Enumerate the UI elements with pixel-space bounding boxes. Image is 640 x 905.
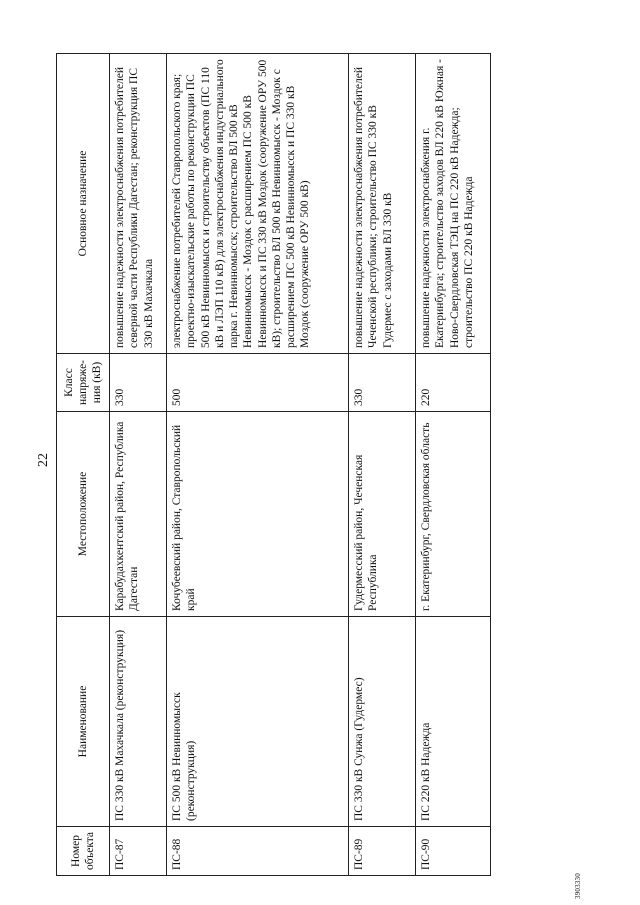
cell-name: ПС 500 кВ Невинномысск (реконструкция) [167,617,349,827]
cell-purpose: электроснабжение потребителей Ставропольского края; проектно-изыскательские работы по реконструкции ПС 500 кВ Невинномысск и строительству объектов (ПС 110 кВ и ЛЭП 110 кВ) для электроснабжения индустриального парка г. Невинномысск; строительство ВЛ 500 кВ Невинномысск - Моздок с расширением ПС 500 кВ Невинномысск и ПС 330 кВ Моздок (сооружение ОРУ 500 кВ); строительство ВЛ 500 кВ Невинномысск - Моздок с расширением ПС 500 кВ Невинномысск и ПС 330 кВ Моздок (сооружение ОРУ 500 кВ) [167,54,349,354]
cell-number: ПС-90 [416,827,491,876]
cell-voltage: 330 [110,354,167,412]
cell-location: Карабудахкентский район, Республика Дагестан [110,412,167,617]
cell-name: ПС 220 кВ Надежда [416,617,491,827]
cell-number: ПС-88 [167,827,349,876]
cell-voltage: 500 [167,354,349,412]
table-row [416,54,491,876]
table-row [349,54,416,876]
header-number: Номер объекта [57,827,110,876]
header-purpose: Основное назначение [57,54,110,354]
cell-number: ПС-89 [349,827,416,876]
cell-location: Кочубеевский район, Ставропольский край [167,412,349,617]
cell-voltage: 330 [349,354,416,412]
cell-purpose: повышение надежности электроснабжения потребителей северной части Республики Дагестан; реконструкция ПС 330 кВ Махачкала [110,54,167,354]
cell-voltage: 220 [416,354,491,412]
document-code: 3903330 [574,873,582,899]
objects-table [56,53,491,876]
table-header-row [57,54,110,876]
header-name: Наименование [57,617,110,827]
cell-name: ПС 330 кВ Махачкала (реконструкция) [110,617,167,827]
cell-purpose: повышение надежности электроснабжения г. Екатеринбурга; строительство заходов ВЛ 220 кВ Южная - Ново-Свердловская ТЭЦ на ПС 220 кВ Надежда; строительство ПС 220 кВ Надежда [416,54,491,354]
cell-location: г. Екатеринбург, Свердловская область [416,412,491,617]
table-row [110,54,167,876]
cell-name: ПС 330 кВ Сунжа (Гудермес) [349,617,416,827]
table-row [167,54,349,876]
page-number: 22 [36,453,51,467]
header-voltage: Класс напряже-ния (кВ) [57,354,110,412]
cell-purpose: повышение надежности электроснабжения потребителей Чеченской республики; строительство ПС 330 кВ Гудермес с заходами ВЛ 330 кВ [349,54,416,354]
cell-location: Гудермесский район, Чеченская Республика [349,412,416,617]
cell-number: ПС-87 [110,827,167,876]
header-location: Местоположение [57,412,110,617]
